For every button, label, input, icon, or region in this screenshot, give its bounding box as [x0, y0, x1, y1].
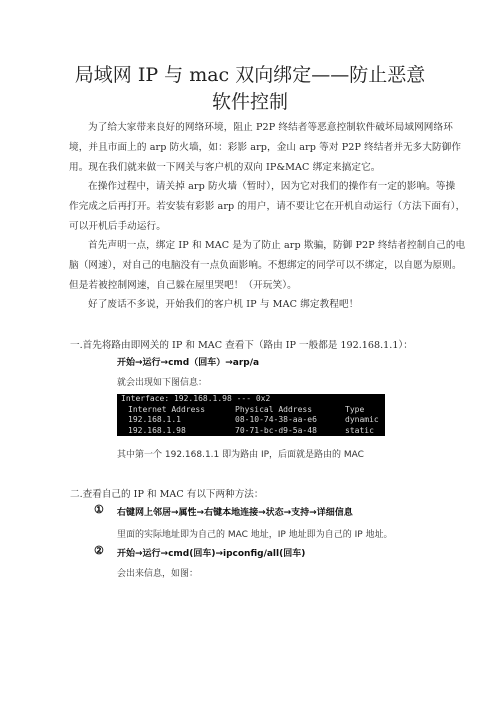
console-cell-ip: 192.168.1.1 [128, 415, 181, 424]
document-title-line-2: 软件控制 [211, 91, 288, 113]
paragraph-line: 首先声明一点，绑定 IP 和 MAC 是为了防止 arp 欺骗，防御 P2P 终结者控制自己的电 [88, 240, 466, 251]
operation-paragraph [69, 177, 466, 237]
section-1-command: 开始→运行→cmd（回车）→arp/a [117, 358, 260, 368]
console-cell-type: dynamic [345, 415, 379, 424]
document-title-line-1: 局域网 IP 与 mac 双向绑定——防止恶意 [74, 64, 426, 86]
console-row [117, 415, 385, 426]
arp-console-output [117, 394, 385, 436]
statement-paragraph [69, 236, 466, 296]
console-header-internet-address: Internet Address [128, 404, 206, 414]
section-1-note-before: 就会出现如下图信息： [117, 378, 208, 388]
method-2-steps: 开始→运行→cmd(回车)→ipconfig/all(回车) [117, 549, 306, 559]
section-1-heading: 一.首先将路由即网关的 IP 和 MAC 查看下（路由 IP 一般都是 192.168.1.1）： [70, 340, 413, 351]
paragraph-line: 作完成之后再打开。若安装有彩影 arp 的用户，请不要让它在开机自动运行（方法下面有）， [69, 201, 466, 212]
console-cell-mac: 70-71-bc-d9-5a-48 [235, 425, 317, 435]
paragraph-line: 用。现在我们就来做一下网关与客户机的双向 IP&MAC 绑定来搞定它。 [69, 162, 381, 173]
paragraph-line: 可以开机后手动运行。 [69, 221, 166, 232]
start-paragraph [88, 295, 424, 315]
method-2-description: 会出来信息，如图： [117, 569, 199, 579]
console-cell-type: static [345, 425, 374, 435]
method-1-steps: 右键网上邻居→属性→右键本地连接→状态→支持→详细信息 [117, 508, 353, 518]
console-cell-ip: 192.168.1.98 [128, 425, 186, 435]
paragraph-line: 但是若被控制网速，自己躲在屋里哭吧！（开玩笑）。 [69, 280, 297, 291]
paragraph-line: 在操作过程中，请关掉 arp 防火墙（暂时），因为它对我们的操作有一定的影响。等操 [88, 181, 456, 192]
section-1-note-after: 其中第一个 192.168.1.1 即为路由 IP，后面就是路由的 MAC [117, 450, 364, 460]
console-header-physical-address: Physical Address [235, 404, 313, 414]
console-interface-line: Interface: 192.168.1.98 --- 0x2 [121, 394, 271, 403]
method-2-marker: ② [94, 544, 104, 557]
paragraph-line: 境，并且市面上的 arp 防火墙，如：彩影 arp，金山 arp 等对 P2P 终结者并无多大防御作 [69, 142, 462, 153]
method-1-description: 里面的实际地址即为自己的 MAC 地址，IP 地址即为自己的 IP 地址。 [117, 530, 393, 540]
method-1-marker: ① [94, 503, 104, 516]
console-header-type: Type [345, 404, 365, 414]
paragraph-line: 好了废话不多说，开始我们的客户机 IP 与 MAC 绑定教程吧！ [88, 299, 359, 310]
intro-paragraph [69, 118, 462, 178]
paragraph-line: 为了给大家带来良好的网络环境，阻止 P2P 终结者等恶意控制软件破坏局域网网络环 [88, 122, 453, 133]
console-cell-mac: 08-10-74-38-aa-e6 [235, 415, 317, 424]
paragraph-line: 脑（网速），对自己的电脑没有一点负面影响。不想绑定的同学可以不绑定，以自愿为原则。 [69, 260, 462, 271]
console-header-row [117, 405, 385, 416]
section-2-heading: 二.查看自己的 IP 和 MAC 有以下两种方法： [70, 489, 264, 500]
console-row [117, 426, 385, 437]
